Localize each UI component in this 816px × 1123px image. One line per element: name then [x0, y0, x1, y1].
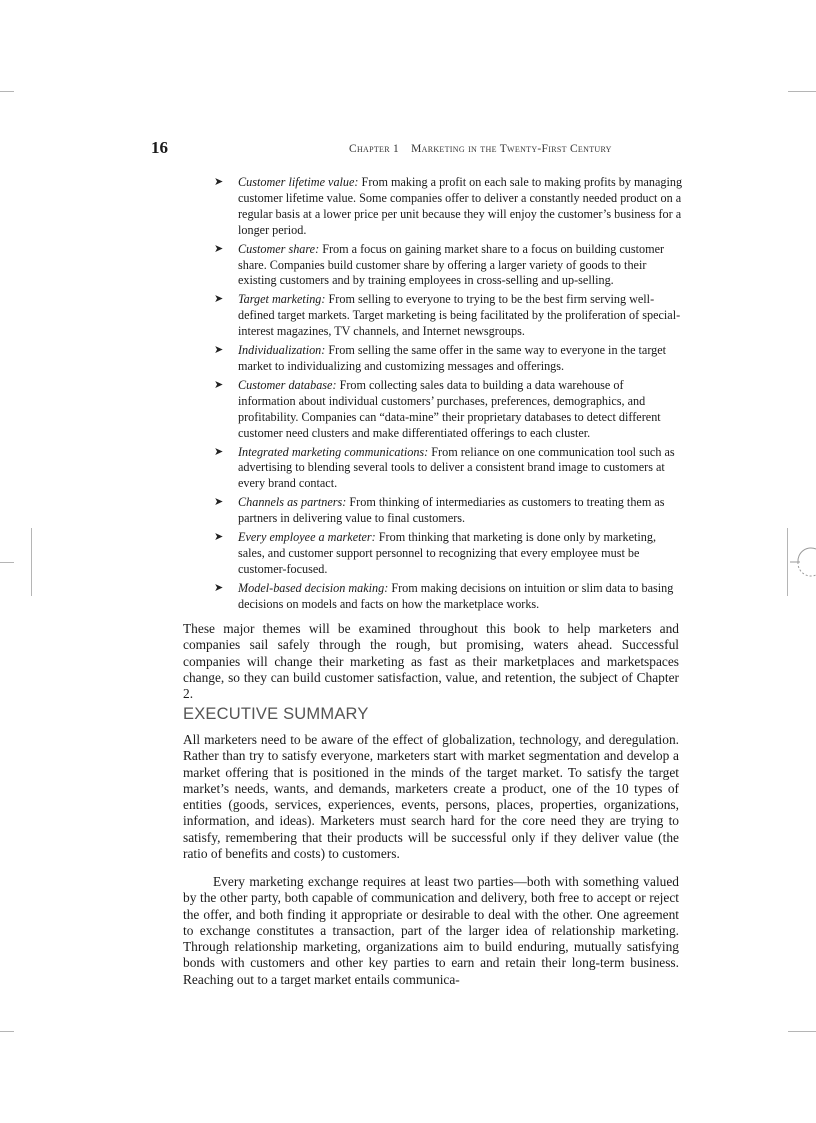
list-item — [214, 175, 684, 239]
bullet-term: Customer lifetime value: — [238, 175, 359, 189]
arrow-bullet-icon: ➤ — [214, 293, 224, 306]
bullet-text: From making a profit on each sale to making profits by managing customer lifetime value. Some companies offer to deliver a constantly needed product on a regular basis at a lower price per unit because they will enjoy the customer’s business for a longer period. — [238, 175, 683, 237]
bullet-term: Individualization: — [238, 343, 326, 358]
register-line-left — [31, 528, 32, 596]
registration-mark-icon — [790, 545, 816, 579]
register-line-right — [787, 528, 788, 596]
themes-bullet-list — [214, 175, 684, 616]
chapter-title: Marketing in the Twenty-First Century — [411, 143, 612, 155]
summary-paragraph-1: All marketers need to be aware of the effect of globalization, technology, and deregulation. Rather than try to satisfy everyone, marketers start with market segmentation and develop a market offering that is positioned in the minds of the target market. To satisfy the target market’s needs, wants, and demands, marketers create a product, one of the 10 types of entities (goods, services, experiences, events, persons, places, properties, organizations, information, and ideas). Marketers must search hard for the core need they are trying to satisfy, remembering that their products will be successful only if they deliver value (the ratio of benefits and costs) to customers. — [183, 732, 679, 862]
closing-paragraph: These major themes will be examined throughout this book to help marketers and companies sail safely through the rough, but promising, waters ahead. Successful companies will change their marketing as fast as their marketplaces and marketspaces change, so they can build customer satisfaction, value, and retention, the subject of Chapter 2. — [183, 621, 679, 702]
page-header — [151, 138, 681, 158]
arrow-bullet-icon: ➤ — [214, 242, 224, 255]
list-item — [214, 378, 684, 442]
bullet-term: Customer share: — [238, 241, 320, 256]
bullet-text: From selling the same offer in the same way to everyone in the target market to individualizing and customizing messages and offerings. — [238, 343, 667, 373]
page-number: 16 — [151, 138, 168, 157]
section-heading: EXECUTIVE SUMMARY — [183, 705, 369, 723]
bullet-text: From a focus on gaining market share to a focus on building customer share. Companies build customer share by offering a larger variety of goods to their existing customers and by training employees in cross-selling and up-selling. — [238, 241, 665, 288]
list-item — [214, 242, 684, 290]
list-item — [214, 292, 684, 340]
summary-paragraph-2: Every marketing exchange requires at least two parties—both with something valued by the other party, both capable of communication and delivery, both free to accept or reject the offer, and both finding it appropriate or desirable to deal with the other. One agreement to exchange constitutes a transaction, part of the larger idea of relationship marketing. Through relationship marketing, organizations aim to build enduring, mutually satisfying bonds with customers and other key parties to earn and retain their long-term business. Reaching out to a target market entails communica- — [183, 874, 679, 987]
list-item — [214, 343, 684, 375]
arrow-bullet-icon: ➤ — [214, 445, 224, 458]
arrow-bullet-icon: ➤ — [214, 531, 224, 544]
list-item — [214, 445, 684, 493]
bullet-term: Target marketing: — [238, 292, 326, 307]
crop-mark-top-right — [788, 91, 816, 92]
arrow-bullet-icon: ➤ — [214, 344, 224, 357]
crop-mark-bottom-left — [0, 1031, 14, 1032]
list-item — [214, 495, 684, 527]
bullet-term: Channels as partners: — [238, 495, 347, 510]
list-item — [214, 581, 684, 613]
bullet-text: From making decisions on intuition or slim data to basing decisions on models and facts on how the marketplace works. — [238, 580, 674, 611]
bullet-term: Integrated marketing communications: — [238, 444, 429, 459]
running-head — [349, 143, 612, 155]
arrow-bullet-icon: ➤ — [214, 581, 224, 594]
bullet-text: From reliance on one communication tool such as advertising to blending several tools to deliver a consistent brand image to customers at every brand contact. — [238, 444, 675, 491]
arrow-bullet-icon: ➤ — [214, 496, 224, 509]
crop-mark-bottom-right — [788, 1031, 816, 1032]
bullet-term: Every employee a marketer: — [238, 530, 376, 545]
chapter-label: Chapter 1 — [349, 143, 400, 155]
bullet-term: Model-based decision making: — [238, 580, 389, 595]
bullet-term: Customer database: — [238, 377, 337, 392]
arrow-bullet-icon: ➤ — [214, 378, 224, 391]
bullet-text: From thinking of intermediaries as customers to treating them as partners in delivering value to final customers. — [238, 495, 665, 526]
bullet-text: From thinking that marketing is done only by marketing, sales, and customer support personnel to recognizing that every employee must be customer-focused. — [238, 530, 656, 576]
crop-mark-top-left — [0, 91, 14, 92]
bullet-text: From selling to everyone to trying to be the best firm serving well-defined target markets. Target marketing is being facilitated by the proliferation of special-interest magazines, TV channels, and Internet newsgroups. — [238, 292, 681, 339]
crop-mark-middle-left — [0, 562, 14, 563]
arrow-bullet-icon: ➤ — [214, 176, 224, 188]
bullet-text: From collecting sales data to building a data warehouse of information about individual customers’ purchases, preferences, demographics, and profitability. Companies can “data-mine” their proprietary databases to detect different customer need clusters and make differentiated offerings to each cluster. — [238, 377, 661, 440]
list-item — [214, 530, 684, 578]
